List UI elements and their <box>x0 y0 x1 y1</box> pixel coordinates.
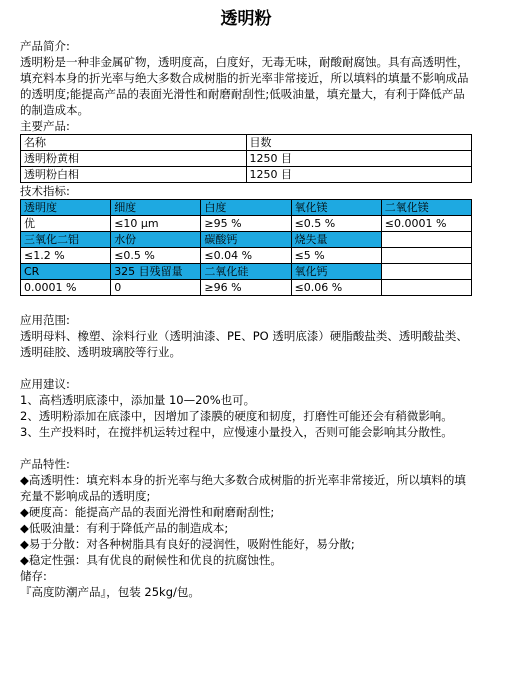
table-row <box>21 264 472 280</box>
table-header-cell: 水份 <box>111 232 201 248</box>
table-header-cell: 325 目残留量 <box>111 264 201 280</box>
table-cell-empty <box>381 232 471 248</box>
table-header-cell: 氧化钙 <box>291 264 381 280</box>
list-item: ◆硬度高：能提高产品的表面光滑性和耐磨耐刮性; <box>20 505 275 519</box>
products-heading: 主要产品: <box>20 119 70 133</box>
table-row <box>21 216 472 232</box>
table-cell: ≤0.5 % <box>291 216 381 232</box>
intro-text: 透明粉是一种非金属矿物，透明度高，白度好，无毒无味，耐酸耐腐蚀。具有高透明性，填充料本身的折光率与绝大多数合成树脂的折光率非常接近，所以填料的填量不影响成品的透明度;能提高产品的表面光滑性和耐磨耐刮性;低吸油量，填充量大，有利于降低产品的制造成本。 <box>20 55 469 117</box>
table-row <box>21 280 472 296</box>
table-header-cell: 二氧化镁 <box>381 200 471 216</box>
products-table <box>20 134 472 183</box>
table-header-cell: 细度 <box>111 200 201 216</box>
specs-heading: 技术指标: <box>20 184 70 198</box>
table-cell-empty <box>381 280 471 296</box>
list-item: ◆稳定性强：具有优良的耐候性和优良的抗腐蚀性。 <box>20 553 282 567</box>
table-cell: 优 <box>21 216 111 232</box>
specs-table <box>20 199 472 296</box>
list-item: ◆低吸油量：有利于降低产品的制造成本; <box>20 521 229 535</box>
storage-heading: 储存: <box>20 569 47 583</box>
list-item: ◆高透明性：填充料本身的折光率与绝大多数合成树脂的折光率非常接近，所以填料的填充量不影响成品的透明度; <box>20 473 466 503</box>
table-row <box>21 248 472 264</box>
table-cell: ≤5 % <box>291 248 381 264</box>
table-cell: 透明粉白相 <box>21 167 247 183</box>
table-cell: ≤0.04 % <box>201 248 291 264</box>
document-page <box>20 6 472 600</box>
table-cell: 1250 目 <box>246 151 472 167</box>
table-cell: ≤0.0001 % <box>381 216 471 232</box>
table-cell: ≤10 μm <box>111 216 201 232</box>
table-header-cell: 目数 <box>246 135 472 151</box>
table-cell: 透明粉黄相 <box>21 151 247 167</box>
list-item: 1、高档透明底漆中，添加量 10—20%也可。 <box>20 393 256 407</box>
document-title: 透明粉 <box>220 9 272 29</box>
table-header-cell: 烧失量 <box>291 232 381 248</box>
table-header-cell: CR <box>21 264 111 280</box>
list-item: 2、透明粉添加在底漆中，因增加了漆膜的硬度和韧度，打磨性可能还会有稍微影响。 <box>20 409 453 423</box>
features-heading: 产品特性: <box>20 457 70 471</box>
table-header-cell: 名称 <box>21 135 247 151</box>
intro-heading: 产品简介: <box>20 39 70 53</box>
table-cell-empty <box>381 264 471 280</box>
table-cell: 0 <box>111 280 201 296</box>
advice-heading: 应用建议: <box>20 377 70 391</box>
table-cell: ≥95 % <box>201 216 291 232</box>
table-header-cell: 二氧化硅 <box>201 264 291 280</box>
table-cell: ≤0.5 % <box>111 248 201 264</box>
table-row <box>21 151 472 167</box>
table-header-cell: 氧化镁 <box>291 200 381 216</box>
application-heading: 应用范围: <box>20 313 70 327</box>
table-cell-empty <box>381 248 471 264</box>
table-cell: 0.0001 % <box>21 280 111 296</box>
table-header-cell: 碳酸钙 <box>201 232 291 248</box>
table-row <box>21 200 472 216</box>
table-header-cell: 白度 <box>201 200 291 216</box>
table-row <box>21 135 472 151</box>
table-cell: ≤0.06 % <box>291 280 381 296</box>
table-row <box>21 232 472 248</box>
table-header-cell: 透明度 <box>21 200 111 216</box>
table-cell: ≤1.2 % <box>21 248 111 264</box>
list-item: 3、生产投料时，在搅拌机运转过程中，应慢速小量投入，否则可能会影响其分散性。 <box>20 425 453 439</box>
list-item: ◆易于分散：对各种树脂具有良好的浸润性，吸附性能好，易分散; <box>20 537 355 551</box>
storage-text: 『高度防潮产品』，包装 25kg/包。 <box>20 585 200 599</box>
application-text: 透明母料、橡塑、涂料行业（透明油漆、PE、PO 透明底漆）硬脂酸盐类、透明酸盐类、透明硅胶、透明玻璃胶等行业。 <box>20 329 468 359</box>
table-cell: ≥96 % <box>201 280 291 296</box>
table-header-cell: 三氧化二铝 <box>21 232 111 248</box>
table-row <box>21 167 472 183</box>
table-cell: 1250 目 <box>246 167 472 183</box>
